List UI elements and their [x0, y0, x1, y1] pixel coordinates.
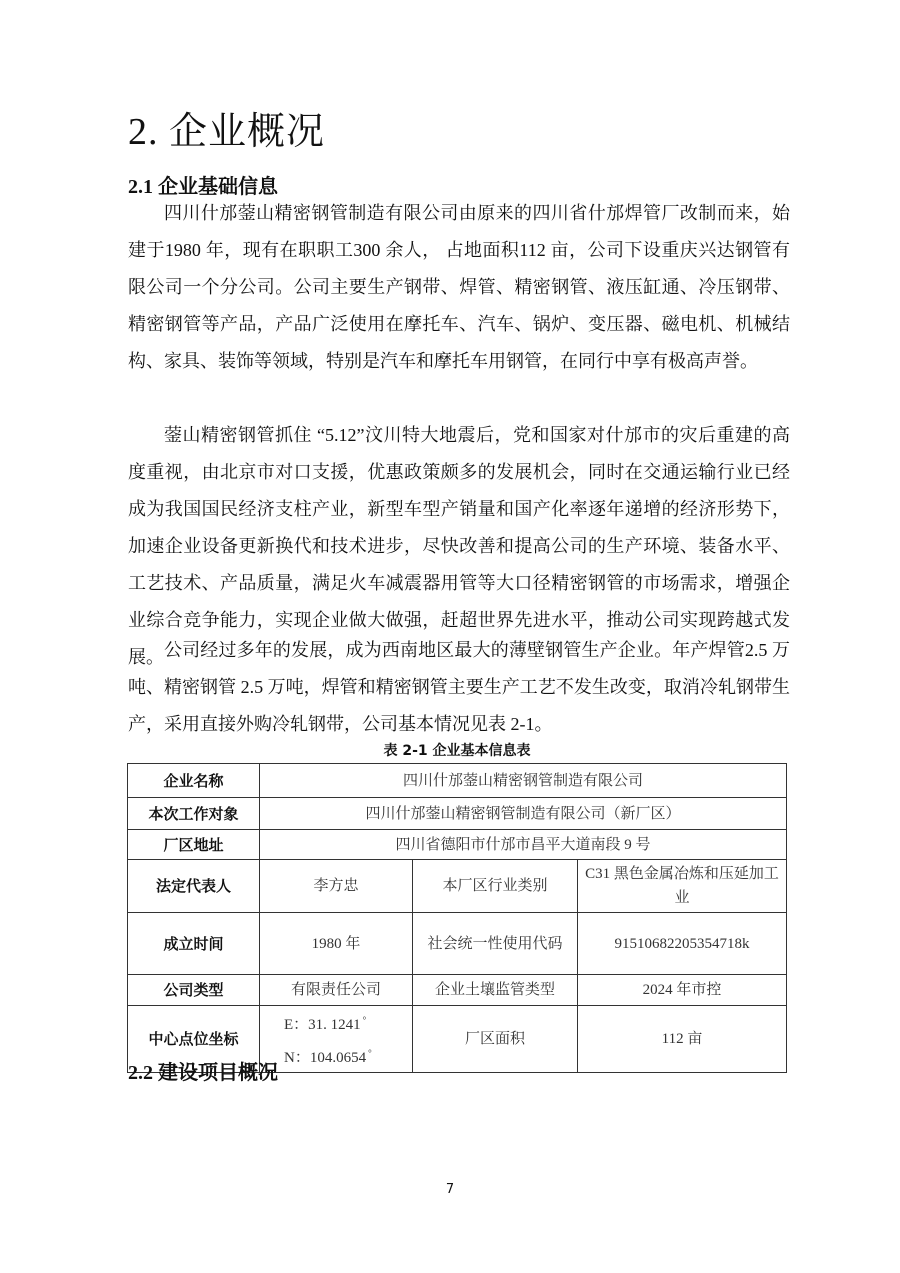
soil-regulation-value: 2024 年市控: [578, 975, 787, 1006]
coordinate-north: [260, 1039, 412, 1072]
row-label-work-object: 本次工作对象: [128, 798, 260, 830]
company-type-value: 有限责任公司: [260, 975, 413, 1006]
work-object-value: 四川什邡蓥山精密钢管制造有限公司（新厂区）: [260, 798, 787, 830]
credit-code-value: 91510682205354718k: [578, 913, 787, 975]
coordinates-value: [260, 1006, 413, 1073]
table-row: [128, 798, 787, 830]
coordinate-north-text: N：104.0654: [284, 1050, 367, 1066]
coordinate-east-text: E：31. 1241: [284, 1017, 361, 1033]
founded-value: 1980 年: [260, 913, 413, 975]
paragraph-development: 蓥山精密钢管抓住 “5.12”汶川特大地震后，党和国家对什邡市的灾后重建的高度重视，由北京市对口支援，优惠政策颇多的发展机会，同时在交通运输行业已经成为我国国民经济支柱产业，新型车型产销量和国产化率逐年递增的经济形势下，加速企业设备更新换代和技术进步，尽快改善和提高公司的生产环境、装备水平、工艺技术、产品质量，满足火车减震器用管等大口径精密钢管的市场需求，增强企业综合竞争能力，实现企业做大做强，赶超世界先进水平，推动公司实现跨越式发展。: [128, 425, 790, 667]
legal-rep-value: 李方忠: [260, 860, 413, 913]
soil-regulation-label: 企业土壤监管类型: [413, 975, 578, 1006]
section-heading-2-1: 2.1 企业基础信息: [128, 176, 278, 198]
address-value: 四川省德阳市什邡市昌平大道南段 9 号: [260, 830, 787, 860]
table-row: [128, 975, 787, 1006]
row-label-company-name: 企业名称: [128, 764, 260, 798]
table-row: [128, 764, 787, 798]
chapter-title: 2. 企业概况: [128, 111, 326, 153]
paragraph-production: 公司经过多年的发展，成为西南地区最大的薄壁钢管生产企业。年产焊管2.5 万吨、精密钢管 2.5 万吨，焊管和精密钢管主要生产工艺不发生改变，取消冷轧钢带生产，采用直接外购冷轧钢带，公司基本情况见表 2-1。: [128, 640, 790, 734]
row-label-coordinates: 中心点位坐标: [128, 1006, 260, 1073]
row-label-legal-rep: 法定代表人: [128, 860, 260, 913]
company-name-value: 四川什邡蓥山精密钢管制造有限公司: [260, 764, 787, 798]
table-row: [128, 830, 787, 860]
row-label-founded: 成立时间: [128, 913, 260, 975]
page-number: 7: [445, 1182, 455, 1197]
section-heading-2-2: 2.2 建设项目概况: [128, 1062, 278, 1084]
degree-mark: °: [368, 1048, 372, 1058]
site-area-value: 112 亩: [578, 1006, 787, 1073]
industry-category-label: 本厂区行业类别: [413, 860, 578, 913]
table-caption: 表 2-1 企业基本信息表: [383, 743, 531, 759]
row-label-company-type: 公司类型: [128, 975, 260, 1006]
table-row: [128, 913, 787, 975]
industry-category-value: C31 黑色金属冶炼和压延加工业: [578, 860, 787, 913]
degree-mark: °: [362, 1015, 367, 1025]
row-label-address: 厂区地址: [128, 830, 260, 860]
credit-code-label: 社会统一性使用代码: [413, 913, 578, 975]
company-info-table: [127, 763, 787, 1073]
coordinate-east: [260, 1006, 412, 1039]
paragraph-company-intro: 四川什邡蓥山精密钢管制造有限公司由原来的四川省什邡焊管厂改制而来，始建于1980 年，现有在职职工300 余人， 占地面积112 亩，公司下设重庆兴达钢管有限公司一个分公司。公司主要生产钢带、焊管、精密钢管、液压缸通、冷压钢带、精密钢管等产品，产品广泛使用在摩托车、汽车、锅炉、变压器、磁电机、机械结构、家具、装饰等领域，特别是汽车和摩托车用钢管，在同行中享有极高声誉。: [128, 203, 790, 371]
table-row: [128, 860, 787, 913]
site-area-label: 厂区面积: [413, 1006, 578, 1073]
